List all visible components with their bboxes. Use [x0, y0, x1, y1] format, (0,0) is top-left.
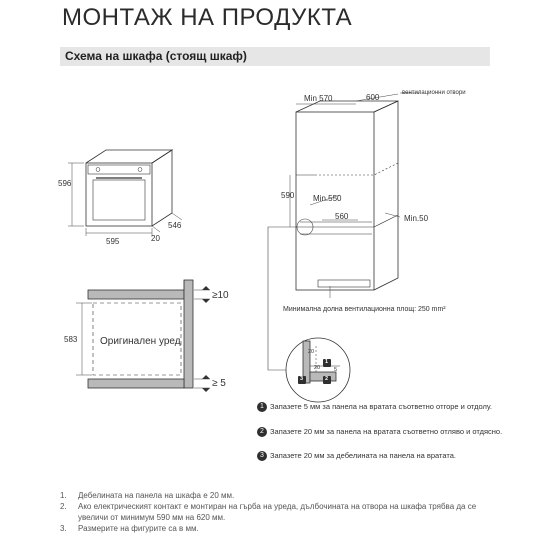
cabinet-panel-right — [184, 280, 193, 388]
footnote-number: 3. — [60, 524, 67, 533]
note-number: 2 — [257, 427, 267, 437]
cabinet-panel-bottom — [88, 379, 184, 388]
detail-dim-2: 20 — [314, 365, 321, 371]
footnote-item — [60, 490, 480, 501]
note-text: Запазете 20 мм за дебелината на панела на вратата. — [270, 451, 457, 460]
footnote-item — [60, 501, 480, 523]
detail-dim-3: 5 — [334, 367, 338, 373]
appliance-front — [86, 163, 152, 226]
cabinet-inner-width-dim: 560 — [335, 212, 349, 221]
appliance-depth-dim: 546 — [168, 221, 182, 230]
side-section-arrows — [202, 286, 210, 392]
footnote-text: Ако електрическият контакт е монтиран на гърба на уреда, дълбочината на отвора на шкафа трябва да се увеличи от минимум 590 мм на 620 мм. — [78, 502, 477, 522]
cabinet-min-inner-dim: Min.550 — [313, 194, 342, 203]
appliance-width-dim: 595 — [106, 237, 120, 246]
note-item — [257, 402, 507, 412]
detail-callout-3: 3 — [300, 376, 304, 382]
footnote-number: 1. — [60, 491, 67, 500]
appliance-top — [86, 150, 172, 163]
cabinet-panel-top — [88, 290, 184, 299]
detail-callout-1: 1 — [325, 359, 329, 365]
detail-callout-2: 2 — [325, 376, 329, 382]
bottom-vent-area-note: Минимална долна вентилационна площ: 250 mm² — [283, 306, 446, 313]
footnote-number: 2. — [60, 502, 67, 511]
appliance-drawing — [86, 150, 172, 226]
note-item — [257, 427, 507, 437]
footnote-item — [60, 523, 480, 534]
cabinet-side — [374, 101, 398, 290]
note-number: 3 — [257, 451, 267, 461]
side-height-dim: 583 — [64, 335, 78, 344]
cabinet-height-dim: 590 — [281, 191, 295, 200]
cabinet-bottom-vent — [318, 280, 370, 287]
footnote-text: Дебелината на панела на шкафа е 20 мм. — [78, 491, 235, 500]
cabinet-min50-dim: Min.50 — [404, 214, 429, 223]
cabinet-depth-dim: 600 — [366, 93, 380, 102]
appliance-height-dim: 596 — [58, 179, 72, 188]
appliance-door-dim: 20 — [151, 234, 160, 243]
side-section-drawing — [88, 280, 193, 388]
detail-dim-1: 20 — [308, 349, 315, 355]
note-item — [257, 451, 507, 461]
cabinet-drawing — [296, 101, 398, 290]
appliance-side — [152, 150, 172, 226]
cabinet-recess — [315, 163, 398, 175]
cabinet-min-width-dim: Min 570 — [304, 94, 333, 103]
cabinet-dimension-lines — [290, 93, 420, 298]
top-gap-dim: ≥10 — [212, 290, 229, 301]
footnote-text: Размерите на фигурите са в мм. — [78, 524, 199, 533]
section-title: Схема на шкафа (стоящ шкаф) — [65, 49, 247, 63]
bottom-gap-dim: ≥ 5 — [212, 378, 226, 389]
note-text: Запазете 20 мм за панела на вратата съответно отляво и отдясно. — [270, 427, 503, 436]
original-device-label: Оригинален уред — [100, 336, 181, 347]
footnotes — [60, 490, 480, 534]
note-text: Запазете 5 мм за панела на вратата съответно отгоре и отдолу. — [270, 402, 492, 411]
vent-openings-label: вентилационни отвори — [402, 90, 466, 96]
note-number: 1 — [257, 402, 267, 412]
page-title: МОНТАЖ НА ПРОДУКТА — [62, 4, 353, 31]
